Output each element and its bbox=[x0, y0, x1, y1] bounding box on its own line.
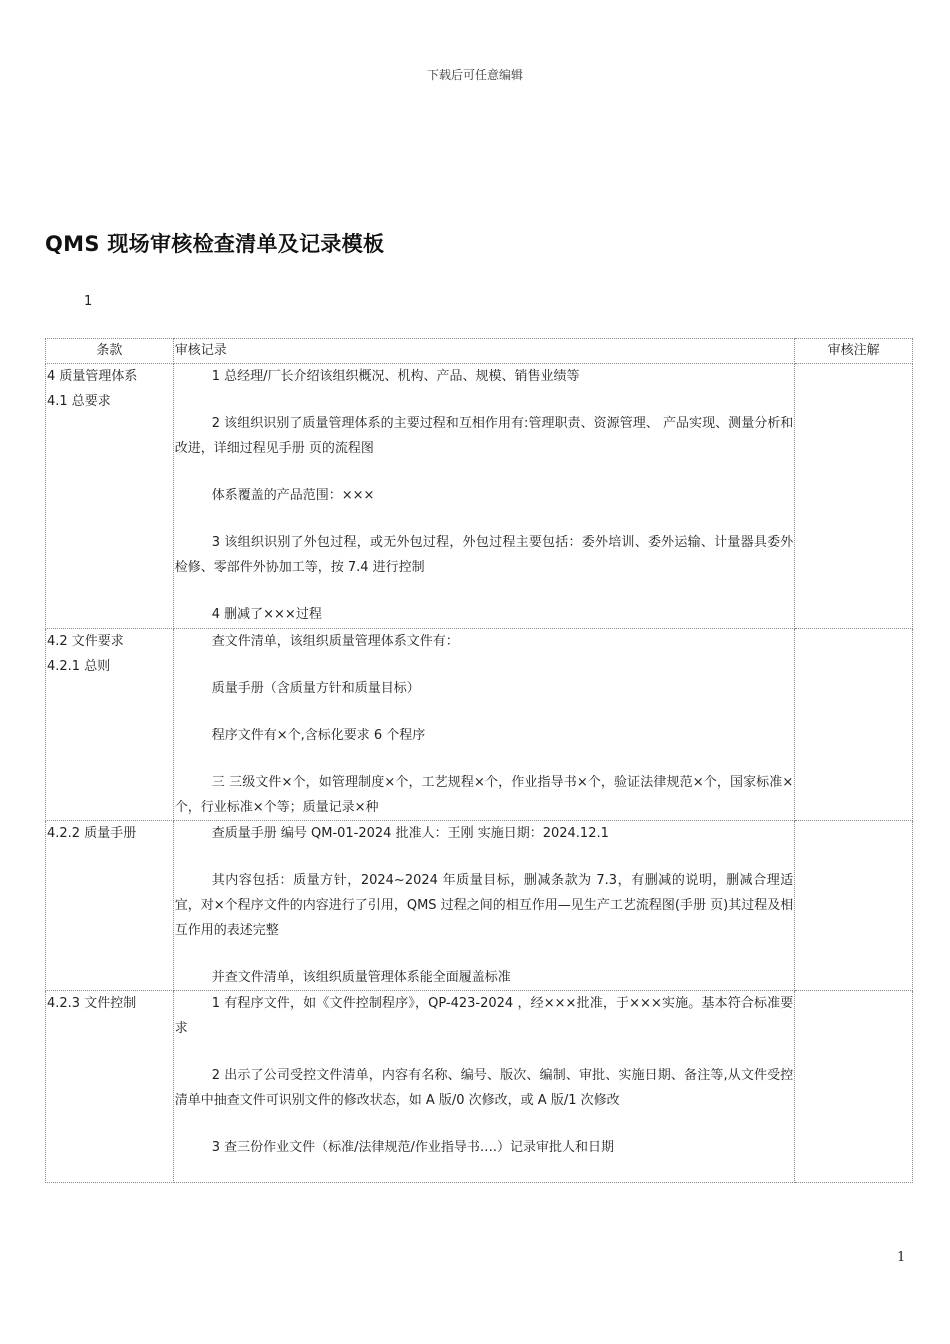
header-note-col: 审核注解 bbox=[795, 339, 913, 364]
table-row bbox=[46, 991, 913, 1183]
record-cell bbox=[173, 364, 795, 629]
header-note: 下载后可任意编辑 bbox=[426, 68, 523, 82]
record-paragraph: 三 三级文件×个，如管理制度×个，工艺规程×个，作业指导书×个，验证法律规范×个，国家标准×个，行业标准×个等；质量记录×种 bbox=[174, 775, 794, 815]
clause-cell bbox=[46, 821, 174, 991]
record-paragraph: 3 该组织识别了外包过程，或无外包过程，外包过程主要包括：委外培训、委外运输、计量器具委外检修、零部件外协加工等，按 7.4 进行控制 bbox=[174, 535, 794, 575]
clause-cell bbox=[46, 629, 174, 821]
clause-cell bbox=[46, 991, 174, 1183]
note-cell bbox=[795, 991, 913, 1183]
page-number: 1 bbox=[897, 1250, 906, 1265]
table-row bbox=[46, 821, 913, 991]
record-cell bbox=[173, 821, 795, 991]
record-paragraph: 1 总经理/厂长介绍该组织概况、机构、产品、规模、销售业绩等 bbox=[211, 369, 580, 384]
header-clause: 条款 bbox=[46, 339, 174, 364]
clause-label: 4.2.2 质量手册 bbox=[47, 826, 137, 841]
clause-label: 4.1 总要求 bbox=[47, 394, 111, 409]
clause-label: 4.2 文件要求 bbox=[47, 634, 124, 649]
record-paragraph: 3 查三份作业文件（标准/法律规范/作业指导书….）记录审批人和日期 bbox=[211, 1140, 615, 1155]
record-paragraph: 查质量手册 编号 QM-01-2024 批准人：王刚 实施日期：2024.12.1 bbox=[211, 826, 609, 841]
record-paragraph: 查文件清单，该组织质量管理体系文件有： bbox=[211, 634, 459, 649]
clause-label: 4.2.3 文件控制 bbox=[47, 996, 137, 1011]
record-paragraph: 并查文件清单，该组织质量管理体系能全面履盖标准 bbox=[211, 970, 511, 985]
note-cell bbox=[795, 821, 913, 991]
clause-label: 4 质量管理体系 bbox=[47, 369, 138, 384]
audit-checklist-table bbox=[45, 338, 913, 1183]
note-cell bbox=[795, 364, 913, 629]
record-paragraph: 4 删减了×××过程 bbox=[211, 607, 322, 622]
clause-cell bbox=[46, 364, 174, 629]
record-paragraph: 其内容包括：质量方针，2024~2024 年质量目标，删减条款为 7.3，有删减的说明，删减合理适宜，对×个程序文件的内容进行了引用，QMS 过程之间的相互作用—见生产工艺流程图(手册 页)其过程及相互作用的表述完整 bbox=[174, 873, 794, 938]
table-header-row bbox=[46, 339, 913, 364]
table-row bbox=[46, 629, 913, 821]
clause-label: 4.2.1 总则 bbox=[47, 659, 111, 674]
record-paragraph: 体系覆盖的产品范围：××× bbox=[211, 488, 375, 503]
record-cell bbox=[173, 629, 795, 821]
record-paragraph: 程序文件有×个,含标化要求 6 个程序 bbox=[211, 728, 426, 743]
section-number: 1 bbox=[84, 294, 93, 309]
document-title: QMS 现场审核检查清单及记录模板 bbox=[45, 232, 385, 256]
record-paragraph: 2 该组织识别了质量管理体系的主要过程和互相作用有:管理职责、资源管理、 产品实现、测量分析和改进，详细过程见手册 页的流程图 bbox=[174, 416, 794, 456]
record-paragraph: 质量手册（含质量方针和质量目标） bbox=[211, 681, 420, 696]
table-row bbox=[46, 364, 913, 629]
record-cell bbox=[173, 991, 795, 1183]
header-record: 审核记录 bbox=[173, 339, 795, 364]
note-cell bbox=[795, 629, 913, 821]
record-paragraph: 1 有程序文件，如《文件控制程序》，QP-423-2024 ，经×××批准，于×××实施。基本符合标准要求 bbox=[174, 996, 794, 1036]
record-paragraph: 2 出示了公司受控文件清单，内容有名称、编号、版次、编制、审批、实施日期、备注等,从文件受控清单中抽查文件可识别文件的修改状态，如 A 版/0 次修改，或 A 版/1 次修改 bbox=[174, 1068, 794, 1108]
